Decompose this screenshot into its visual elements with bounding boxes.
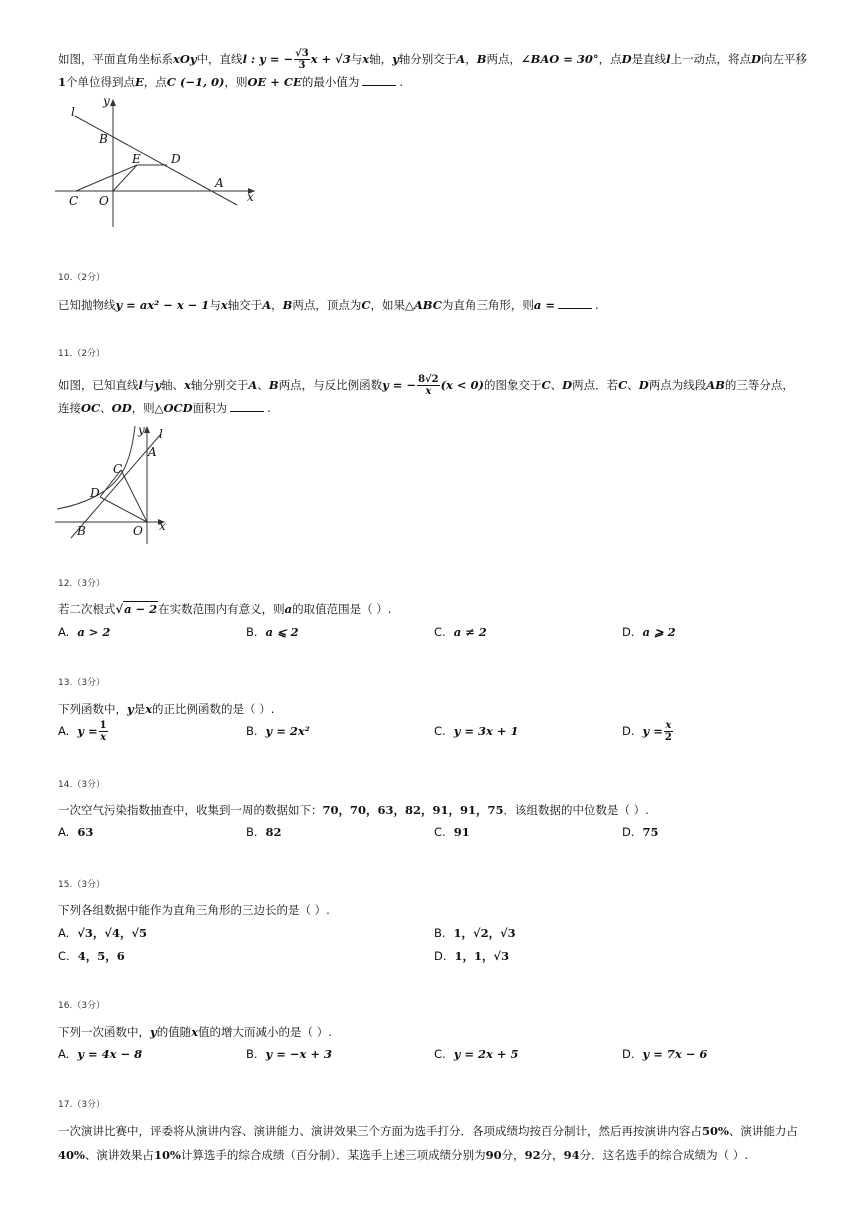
label-e: E [132,152,141,166]
label-y: y [103,95,110,108]
q15-number: 15.（3分） [58,880,106,890]
math-angle: ∠BAO = 30° [520,52,599,66]
q11-figure [55,422,175,547]
q16-option-d[interactable]: D. y = 7x − 6 [622,1047,708,1061]
q14-number: 14.（3分） [58,780,106,790]
segment-oe [113,165,137,191]
label-d: D [171,152,181,166]
q15-option-d[interactable]: D. 1，1，√3 [434,949,510,963]
math-point-c: C (−1, 0) [166,75,225,89]
segment-ce [76,165,137,191]
q9-line-2: 1个单位得到点E，点C (−1, 0)，则OE + CE的最小值为 . [58,75,403,89]
label-a: A [215,176,224,190]
q14-option-d[interactable]: D. 75 [622,825,659,839]
math-parabola: y = ax² − x − 1 [115,298,210,312]
label-y: y [138,423,145,437]
radicand: a − 2 [124,602,158,616]
q16-stem: 下列一次函数中，y的值随x值的增大而减小的是（ ）. [58,1025,332,1039]
data-values: 70，70，63，82，91，91，75 [322,803,504,817]
q10-number: 10.（2分） [58,273,106,283]
q16-option-a[interactable]: A. y = 4x − 8 [58,1047,143,1061]
q15-option-a[interactable]: A. √3，√4，√5 [58,926,148,940]
segment-od [100,497,147,522]
label-x: x [247,190,254,204]
q14-stem: 一次空气污染指数抽查中，收集到一周的数据如下：70，70，63，82，91，91，75．该组数据的中位数是（ ）. [58,803,649,817]
label-c: C [69,194,79,208]
q13-option-a[interactable]: A. y = $\frac{1}{x}$ [58,720,107,743]
label-b: B [99,132,108,146]
label-o: O [133,524,143,538]
answer-blank [362,75,396,86]
q12-option-c[interactable]: C. a ≠ 2 [434,625,487,639]
q15-option-b[interactable]: B. 1，√2，√3 [434,926,516,940]
math-xoy: xOy [173,52,197,66]
label-d: D [90,486,100,500]
segment-oc [121,470,147,522]
q17-number: 17.（3分） [58,1100,106,1110]
q11-line-2: 连接OC、OD，则△OCD面积为 . [58,401,271,415]
math-line-l: l : y = − [242,52,294,66]
label-c: C [113,462,123,476]
q11-line-1: 如图，已知直线l与y轴、x轴分别交于A、B两点，与反比例函数y = − $\frac{8√2}{x}$ (x < 0)的图象交于C、D两点．若C、D两点为线段AB的三等分点， [58,374,794,397]
label-a: A [148,445,157,459]
q12-option-b[interactable]: B. a ⩽ 2 [246,625,299,639]
q17-line-1: 一次演讲比赛中，评委将从演讲内容、演讲能力、演讲效果三个方面为选手打分．各项成绩均按百分制计，然后再按演讲内容占50%、演讲能力占 [58,1124,798,1138]
answer-blank [230,401,264,412]
q14-option-b[interactable]: B. 82 [246,825,282,839]
q13-number: 13.（3分） [58,678,106,688]
q14-option-c[interactable]: C. 91 [434,825,470,839]
q10-line-1: 已知抛物线y = ax² − x − 1与x轴交于A，B两点，顶点为C，如果△ABC为直角三角形，则a = . [58,298,599,312]
answer-blank [558,298,592,309]
q12-option-a[interactable]: A. a > 2 [58,625,111,639]
q9-figure [55,95,265,230]
y-axis-arrow [144,426,150,433]
q13-option-d[interactable]: D. y = $\frac{x}{2}$ [622,720,672,743]
fraction-sqrt3-over-3: $\frac{√3}{3}$ [295,48,309,71]
q15-stem: 下列各组数据中能作为直角三角形的三边长的是（ ）. [58,903,330,917]
q16-number: 16.（3分） [58,1001,106,1011]
q16-option-b[interactable]: B. y = −x + 3 [246,1047,333,1061]
math-expression: OE + CE [247,75,302,89]
label-l: l [71,105,75,119]
q14-option-a[interactable]: A. 63 [58,825,94,839]
q13-option-b[interactable]: B. y = 2x² [246,724,310,738]
q9-line-1: 如图，平面直角坐标系xOy中，直线l : y = − $\frac{√3}{3}$ x + √3与x轴，y轴分别交于A，B两点，∠BAO = 30°，点D是直线l上一动点，将点D向左平移 [58,48,808,71]
q12-number: 12.（3分） [58,579,106,589]
label-x: x [159,519,166,533]
q13-stem: 下列函数中，y是x的正比例函数的是（ ）. [58,702,275,716]
q11-number: 11.（2分） [58,349,106,359]
y-axis-arrow [110,99,116,106]
q17-line-2: 40%、演讲效果占10%计算选手的综合成绩（百分制）．某选手上述三项成绩分别为90分，92分，94分．这名选手的综合成绩为（ ）. [58,1148,748,1162]
q16-option-c[interactable]: C. y = 2x + 5 [434,1047,519,1061]
fraction-8sqrt2-over-x: $\frac{8√2}{x}$ [418,374,439,397]
q12-option-d[interactable]: D. a ⩾ 2 [622,625,676,639]
line-l [75,116,237,205]
label-l: l [159,427,163,441]
q12-stem: 若二次根式√a − 2在实数范围内有意义，则a的取值范围是（ ）. [58,602,392,616]
q15-option-c[interactable]: C. 4，5，6 [58,949,125,963]
q13-option-c[interactable]: C. y = 3x + 1 [434,724,519,738]
label-o: O [99,194,109,208]
label-b: B [77,524,86,538]
